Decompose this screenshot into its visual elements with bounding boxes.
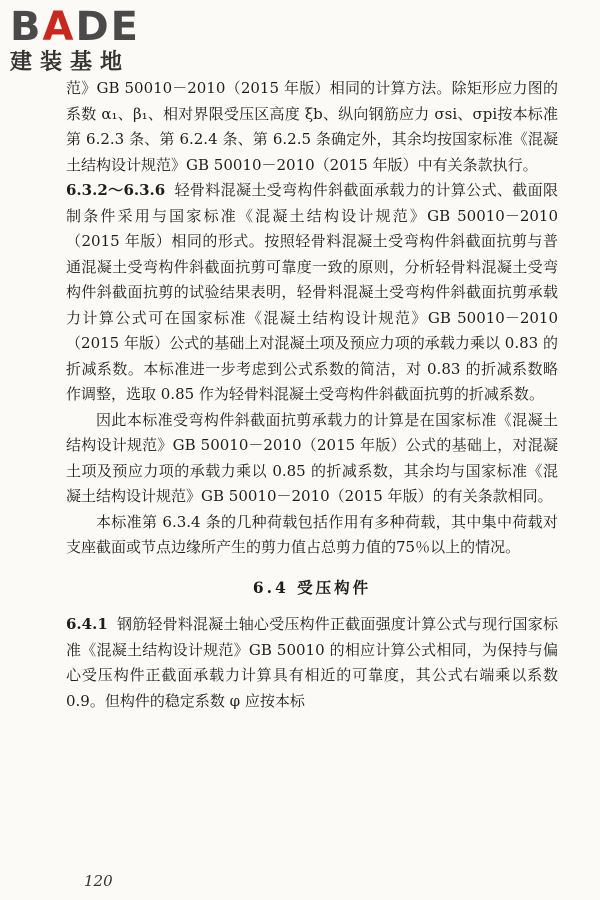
clause-text: 轻骨料混凝土受弯构件斜截面承载力的计算公式、截面限制条件采用与国家标准《混凝土结构设计规范》GB 50010－2010（2015 年版）相同的形式。按照轻骨料混凝土受弯构件斜截面抗剪与普通混凝土受弯构件斜截面抗剪可靠度一致的原则，分析轻骨料混凝土受弯构件斜截面抗剪的试验结果表明，轻骨料混凝土受弯构件斜截面抗剪承载力计算公式可在国家标准《混凝土结构设计规范》GB 50010－2010（2015 年版）公式的基础上对混凝土项及预应力项的承载力乘以 0.83 的折减系数。本标准进一步考虑到公式系数的简洁，对 0.83 的折减系数略作调整，选取 0.85 作为轻骨料混凝土受弯构件斜截面抗剪的折减系数。 <box>66 181 558 403</box>
document-body <box>66 76 558 714</box>
paragraph-load-note: 本标准第 6.3.4 条的几种荷载包括作用有多种荷载，其中集中荷载对支座截面或节点边缘所产生的剪力值占总剪力值的75％以上的情况。 <box>66 512 558 556</box>
page-number: 120 <box>84 872 113 890</box>
logo-mark: BADE <box>10 4 140 50</box>
clause-6-3-2-6 <box>66 178 558 408</box>
clause-6-4-1 <box>66 612 558 714</box>
publisher-logo <box>10 6 140 76</box>
logo-accent-letter: A <box>42 4 76 50</box>
paragraph-continuation: 范》GB 50010－2010（2015 年版）相同的计算方法。除矩形应力图的系数 α₁、β₁、相对界限受压区高度 ξb、纵向钢筋应力 σsi、σpi按本标准第 6.2.3 条、第 6.2.4 条、第 6.2.5 条确定外，其余均按国家标准《混凝土结构设计规范》GB 50010－2010（2015 年版）中有关条款执行。 <box>66 79 558 174</box>
logo-subtitle: 建装基地 <box>10 50 131 75</box>
clause-number: 6.3.2～6.3.6 <box>66 181 166 199</box>
clause-text: 钢筋轻骨料混凝土轴心受压构件正截面强度计算公式与现行国家标准《混凝土结构设计规范》GB 50010 的相应计算公式相同，为保持与偏心受压构件正截面承载力计算具有相近的可靠度，其公式右端乘以系数 0.9。但构件的稳定系数 φ 应按本标 <box>66 615 558 710</box>
paragraph-conclusion: 因此本标准受弯构件斜截面抗剪承载力的计算是在国家标准《混凝土结构设计规范》GB 50010－2010（2015 年版）公式的基础上，对混凝土项及预应力项的承载力乘以 0.85 的折减系数，其余均与国家标准《混凝土结构设计规范》GB 50010－2010（2015 年版）的有关条款相同。 <box>66 410 558 505</box>
section-heading: 6.4 受压构件 <box>252 577 372 597</box>
clause-number: 6.4.1 <box>66 615 108 633</box>
